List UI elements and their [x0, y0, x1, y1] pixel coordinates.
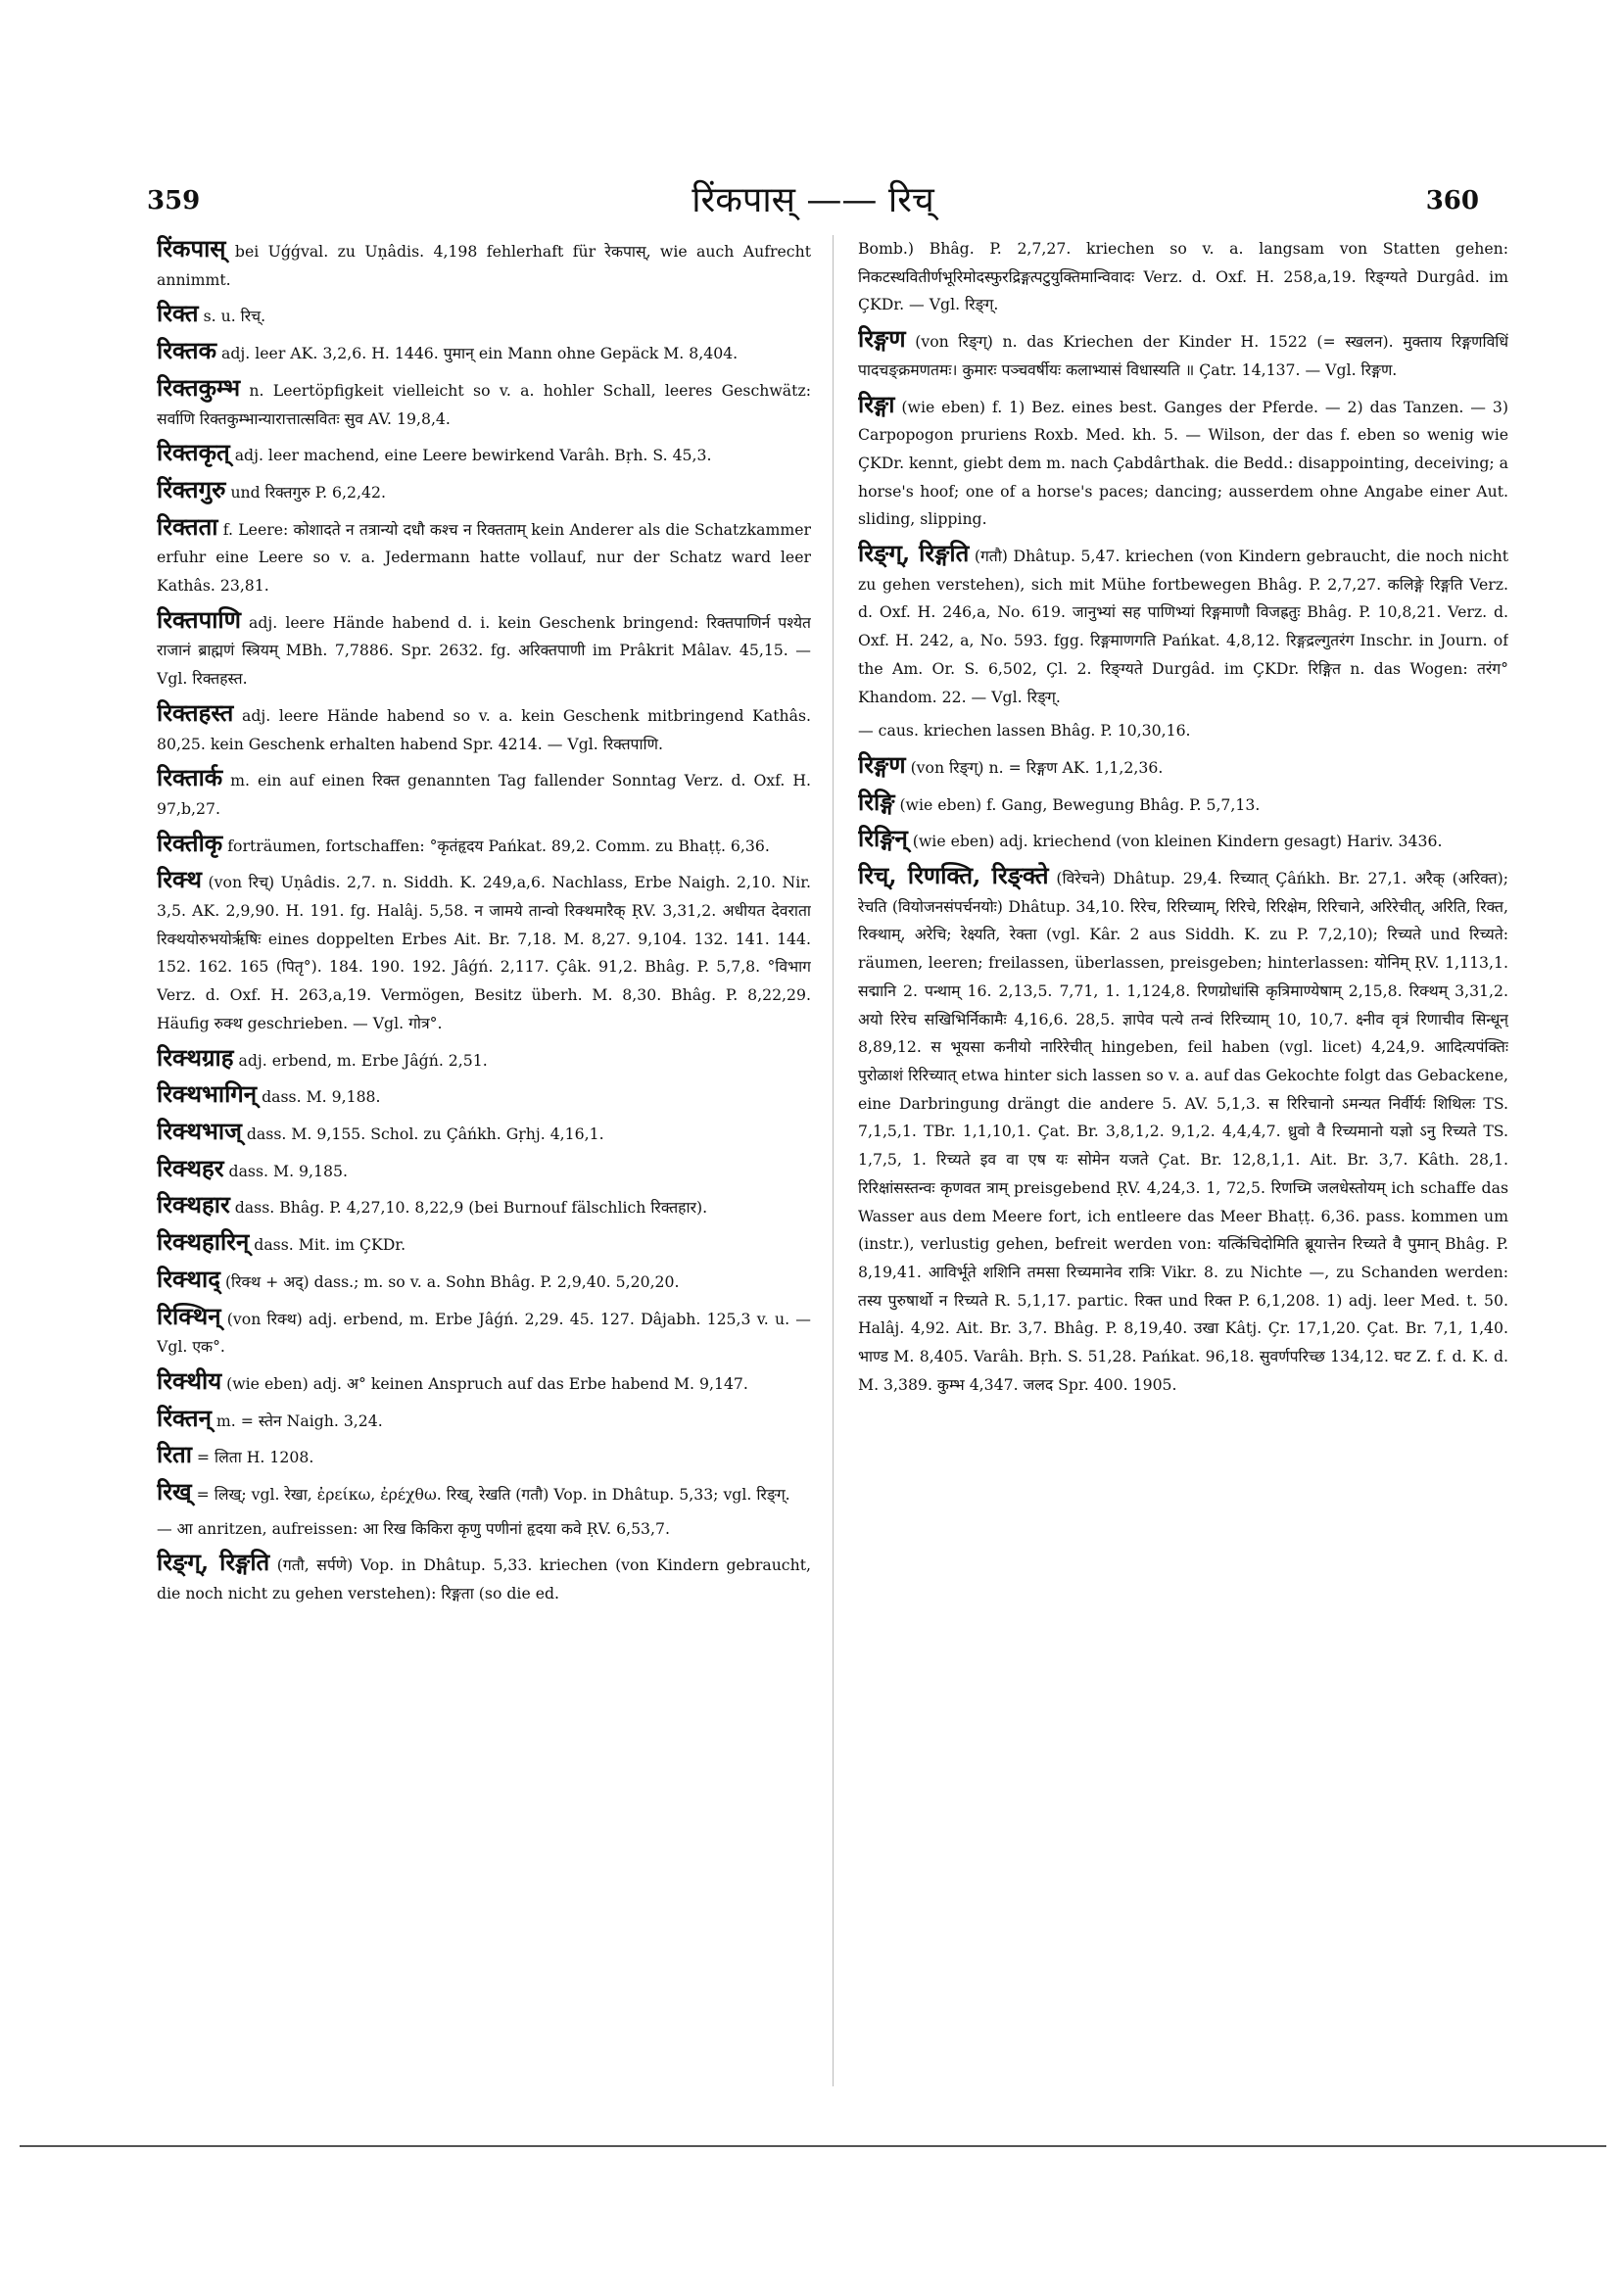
dictionary-entry	[157, 1405, 811, 1436]
dictionary-entry	[858, 789, 1508, 820]
dictionary-entry	[157, 1478, 811, 1509]
entry-headword: रिक्तकृत्	[157, 438, 230, 467]
entry-headword: रिक्थ	[157, 865, 202, 894]
right-column	[858, 235, 1508, 2086]
dictionary-entry	[157, 764, 811, 823]
entry-text: dass. Bhâg. P. 4,27,10. 8,22,9 (bei Burnouf fälschlich रिक्तहार).	[229, 1198, 708, 1218]
dictionary-entry	[858, 540, 1508, 711]
right-page-number: 360	[1425, 186, 1479, 215]
entry-text: (von रिङ्ग्) n. = रिङ्गण AK. 1,1,2,36.	[905, 757, 1164, 777]
entry-headword: रिच्, रिणक्ति, रिङ्क्ते	[858, 861, 1049, 890]
dictionary-entry	[858, 751, 1508, 783]
entry-headword: रिङ्ग्, रिङ्गति	[157, 1548, 270, 1577]
entry-text: dass. M. 9,185.	[223, 1161, 348, 1180]
page-header	[147, 174, 1479, 233]
dictionary-entry	[858, 391, 1508, 535]
entry-headword: रिक्तार्क	[157, 763, 223, 792]
entry-text: (von रिक्थ) adj. erbend, m. Erbe Jâǵń. 2,29. 45. 127. Dâjabh. 125,3 v. u. — Vgl. एक°.	[157, 1309, 811, 1357]
dictionary-entry	[157, 300, 811, 331]
entry-text: dass. Mit. im ÇKDr.	[249, 1235, 406, 1255]
dictionary-entry	[157, 1155, 811, 1186]
dictionary-entry	[157, 1191, 811, 1222]
entry-headword: रिङ्गण	[858, 324, 906, 354]
entry-text: m. ein auf einen रिक्त genannten Tag fallender Sonntag Verz. d. Oxf. H. 97,b,27.	[157, 771, 811, 818]
dictionary-entry	[157, 1441, 811, 1472]
entry-headword: रिक्तहस्त	[157, 697, 234, 727]
left-page-number: 359	[147, 186, 201, 215]
entry-headword: रिख्	[157, 1477, 192, 1507]
dictionary-entry	[157, 337, 811, 368]
entry-text: = लिख्; vgl. रेखा, ἐρείκω, ἐρέχθω. रिख्, रेखति (गतौ) Vop. in Dhâtup. 5,33; vgl. रिङ्ग्.	[191, 1485, 790, 1505]
entry-text: adj. leere Hände habend so v. a. kein Geschenk mitbringend Kathâs. 80,25. kein Geschenk erhalten habend Spr. 4214. — Vgl. रिक्तपाणि.	[157, 705, 811, 753]
entry-text: (रिक्थ + अद्) dass.; m. so v. a. Sohn Bhâg. P. 2,9,40. 5,20,20.	[219, 1271, 680, 1291]
entry-text: m. = स्तेन Naigh. 3,24.	[211, 1411, 383, 1430]
entry-headword: रिक्तपाणि	[157, 604, 241, 634]
dictionary-entry	[858, 235, 1508, 319]
entry-text: (wie eben) f. Gang, Bewegung Bhâg. P. 5,7,13.	[894, 794, 1261, 814]
dictionary-entry	[157, 235, 811, 294]
entry-headword: रिक्थभागिन्	[157, 1079, 258, 1109]
entry-headword: रिङ्गिन्	[858, 824, 908, 853]
entry-text: (wie eben) adj. kriechend (von kleinen Kindern gesagt) Hariv. 3436.	[907, 832, 1443, 851]
entry-text: adj. leer machend, eine Leere bewirkend Varâh. Bṛh. S. 45,3.	[229, 446, 712, 465]
entry-headword: रिक्तीकृ	[157, 828, 223, 857]
entry-headword: रिक्तक	[157, 336, 217, 365]
entry-headword: रिता	[157, 1440, 192, 1469]
entry-text: (wie eben) adj. अ° keinen Anspruch auf das Erbe habend M. 9,147.	[221, 1373, 748, 1393]
entry-text: adj. erbend, m. Erbe Jâǵń. 2,51.	[233, 1050, 488, 1070]
left-column	[157, 235, 811, 2086]
entry-text: (गतौ, सर्पणे) Vop. in Dhâtup. 5,33. kriechen (von Kindern gebraucht, die noch nicht zu gehen verstehen): रिङ्गता (so die ed.	[157, 1555, 811, 1603]
entry-text: (von रिङ्ग्) n. das Kriechen der Kinder H. 1522 (= स्खलन). मुक्ताय रिङ्गणविधिं पादचङ्क्रमणतमः। कुमारः पञ्चवर्षीयः कलाभ्यासं विधास्यति ॥ Çatr. 14,137. — Vgl. रिङ्गण.	[858, 332, 1508, 379]
dictionary-entry	[157, 1549, 811, 1607]
bottom-rule	[20, 2145, 1606, 2147]
entry-text: — आ anritzen, aufreissen: आ रिख किकिरा कृणु पणीनां हृदया कवे ṚV. 6,53,7.	[157, 1518, 670, 1538]
entry-text: s. u. रिच्.	[198, 307, 266, 326]
entry-headword: रिङ्गण	[858, 749, 906, 779]
entry-text: = लिता H. 1208.	[191, 1448, 314, 1467]
dictionary-entry	[157, 866, 811, 1037]
entry-headword: रिक्तता	[157, 511, 218, 541]
entry-text: und रिक्तगुरु P. 6,2,42.	[225, 482, 386, 502]
entry-text: dass. M. 9,188.	[257, 1087, 381, 1107]
dictionary-entry	[157, 1266, 811, 1297]
entry-text: Bomb.) Bhâg. P. 2,7,27. kriechen so v. a. langsam von Statten gehen: निकटस्थवितीर्णभूरिमोदस्फुरद्रिङ्गत्पटुयुक्तिमान्विवादः Verz. d. Oxf. H. 258,a,19. रिङ्ग्यते Durgâd. im ÇKDr. — Vgl. रिङ्ग्.	[858, 239, 1508, 314]
entry-text: (von रिच्) Uṇâdis. 2,7. n. Siddh. K. 249,a,6. Nachlass, Erbe Naigh. 2,10. Nir. 3,5. AK. 2,9,90. H. 191. fg. Halâj. 5,58. न जामये तान्वो रिक्थमारैक् ṚV. 3,31,2. अधीयत देवराता रिक्थयोरुभयोरृषिः eines doppelten Erbes Ait. Br. 7,18. M. 8,27. 9,104. 132. 141. 144. 152. 162. 165 (पितृ°). 184. 190. 192. Jâǵń. 2,117. Çâk. 91,2. Bhâg. P. 5,7,8. °विभाग Verz. d. Oxf. H. 263,a,19. Vermögen, Besitz überh. M. 8,30. Bhâg. P. 8,22,29. Häufig रुक्थ geschrieben. — Vgl. गोत्र°.	[157, 873, 811, 1032]
dictionary-entry	[157, 476, 811, 507]
entry-text: — caus. kriechen lassen Bhâg. P. 10,30,16.	[858, 721, 1191, 741]
column-divider	[833, 235, 834, 2086]
entry-text: n. Leertöpfigkeit vielleicht so v. a. hohler Schall, leeres Geschwätz: सर्वाणि रिक्तकुम्भान्यारात्तात्सवितः सुव AV. 19,8,4.	[157, 380, 811, 428]
entry-headword: रिक्थग्राह	[157, 1042, 234, 1072]
entry-headword: रिक्थहार	[157, 1190, 230, 1220]
entry-text: forträumen, fortschaffen: °कृतंहृदय Pańkat. 89,2. Comm. zu Bhaṭṭ. 6,36.	[222, 836, 770, 855]
dictionary-entry	[157, 606, 811, 694]
dictionary-entry	[157, 699, 811, 758]
dictionary-entry	[157, 1118, 811, 1149]
entry-headword: रिंक्तन्	[157, 1403, 212, 1432]
entry-headword: रिक्थभाज्	[157, 1116, 242, 1145]
entry-text: f. Leere: कोशादते न तत्रान्यो दधौ कश्च न रिक्तताम् kein Anderer als die Schatzkammer erfuhr eine Leere so v. a. Jedermann hatte vollauf, nur der Schatz ward leer Kathâs. 23,81.	[157, 519, 811, 596]
entry-headword: रिंकपास्	[157, 235, 226, 263]
entry-text: (विरेचने) Dhâtup. 29,4. रिच्यात् Çâńkh. Br. 27,1. अरैक् (अरिक्त); रेचति (वियोजनसंपर्चनयोः) Dhâtup. 34,10. रिरेच, रिरिच्याम्, रिरिचे, रिरिक्षेम, रिरिचाने, अरिरेचीत्, अरिति, रिक्त, रिक्थाम्, अरेचि; रेक्ष्यति, रेक्ता (vgl. Kâr. 2 aus Siddh. K. zu P. 7,2,10); रिच्यते und रिच्यते: räumen, leeren; freilassen, überlassen, preisgeben; hinterlassen: योनिम् ṚV. 1,113,1. सद्मानि 2. पन्थाम् 16. 2,13,5. 7,71, 1. 1,124,8. रिणग्रोधांसि कृत्रिमाण्येषाम् 2,15,8. रिक्थम् 3,31,2. अयो रिरेच सखिभिर्निकामैः 4,16,6. 28,5. ज्ञापेव पत्ये तन्वं रिरिच्याम् 10, 10,7. क्ष्नीव वृत्रं रिणाचीव सिन्धून् 8,89,12. स भूयसा कनीयो नारिरेचीत् hingeben, feil haben (vgl. licet) 4,24,9. आदित्यपंक्तिः पुरोळाशं रिरिच्यात् etwa hinter sich lassen so v. a. auf das Gekochte folgt das Gebackene, eine Darbringung drängt die andere 5. AV. 5,1,3. स रिरिचानो ऽमन्यत निर्वीर्यः शिथिलः TS. 7,1,5,1. TBr. 1,1,10,1. Çat. Br. 3,8,1,2. 9,1,2. 4,4,4,7. ध्रुवो वै रिच्यमानो यज्ञो ऽनु रिच्यते TS. 1,7,5, 1. रिच्यते इव वा एष यः सोमेन यजते Çat. Br. 12,8,1,1. Ait. Br. 3,7. Kâth. 28,1. रिरिक्षांसस्तन्वः कृणवत त्राम् preisgebend ṚV. 4,24,3. 1, 72,5. रिणच्मि जलधेस्तोयम् ich schaffe das Wasser aus dem Meere fort, ich entleere das Meer Bhaṭṭ. 6,36. pass. kommen um (instr.), verlustig gehen, befreit werden von: यत्किंचिदोमिति ब्रूयात्तेन रिच्यते वै पुमान् Bhâg. P. 8,19,41. आविर्भूते शशिनि तमसा रिच्यमानेव रात्रिः Vikr. 8. zu Nichte —, zu Schanden werden: तस्य पुरुषार्थो न रिच्यते R. 5,1,17. partic. रिक्त und रिक्त P. 6,1,208. 1) adj. leer Med. t. 50. Halâj. 4,92. Ait. Br. 3,7. Bhâg. P. 8,19,40. उखा Kâtj. Çr. 17,1,20. Çat. Br. 7,1, 1,40. भाण्ड M. 8,405. Varâh. Bṛh. S. 51,28. Pańkat. 96,18. सुवर्णपरिच्छ 134,12. घट Z. f. d. K. d. M. 3,389. कुम्भ 4,347. जलद Spr. 400. 1905.	[858, 869, 1508, 1394]
dictionary-entry	[157, 1080, 811, 1112]
dictionary-entry	[157, 374, 811, 433]
dictionary-entry	[858, 862, 1508, 1399]
entry-text: dass. M. 9,155. Schol. zu Çâńkh. Gṛhj. 4,16,1.	[241, 1124, 604, 1143]
entry-headword: रिक्तकुम्भ	[157, 372, 241, 402]
entry-text: (गतौ) Dhâtup. 5,47. kriechen (von Kindern gebraucht, die noch nicht zu gehen verstehen), sich mit Mühe fortbewegen Bhâg. P. 2,7,27. कलिङ्गे रिङ्गति Verz. d. Oxf. H. 246,a, No. 619. जानुभ्यां सह पाणिभ्यां रिङ्गमाणौ विजह्रतुः Bhâg. P. 10,8,21. Verz. d. Oxf. H. 242, a, No. 593. fgg. रिङ्गमाणगति Pańkat. 4,8,12. रिङ्गद्रल्गुतरंग Inschr. in Journ. of the Am. Or. S. 6,502, Çl. 2. रिङ्ग्यते Durgâd. im ÇKDr. रिङ्गित n. das Wogen: तरंग° Khandom. 22. — Vgl. रिङ्ग्.	[858, 547, 1508, 706]
dictionary-entry	[157, 513, 811, 600]
dictionary-entry	[858, 717, 1508, 745]
entry-headword: रिंक्तगुरु	[157, 474, 226, 503]
entry-headword: रिक्थीय	[157, 1365, 222, 1395]
entry-headword: रिक्थहर	[157, 1153, 224, 1182]
dictionary-entry	[858, 825, 1508, 856]
dictionary-entry	[157, 1303, 811, 1362]
entry-headword: रिङ्ग्, रिङ्गति	[858, 539, 970, 568]
entry-headword: रिक्थहारिन्	[157, 1227, 250, 1257]
dictionary-entry	[157, 1515, 811, 1544]
entry-text: adj. leer AK. 3,2,6. H. 1446. पुमान् ein Mann ohne Gepäck M. 8,404.	[216, 344, 739, 363]
entry-headword: रिक्थाद्	[157, 1264, 220, 1293]
dictionary-entry	[157, 1044, 811, 1076]
entry-headword: रिक्त	[157, 299, 199, 328]
entry-text: (wie eben) f. 1) Bez. eines best. Ganges der Pferde. — 2) das Tanzen. — 3) Carpopogon pruriens Roxb. Med. kh. 5. — Wilson, der das f. eben so wenig wie ÇKDr. kennt, giebt dem m. nach Çabdârthak. die Bedd.: disappointing, deceiving; a horse's hoof; one of a horse's paces; dancing; ausserdem ohne Angabe einer Aut. sliding, slipping.	[858, 397, 1508, 529]
dictionary-entry	[858, 325, 1508, 384]
dictionary-entry	[157, 439, 811, 470]
dictionary-entry	[157, 1228, 811, 1260]
entry-headword: रिक्थिन्	[157, 1301, 221, 1330]
dictionary-entry	[157, 830, 811, 861]
running-head: रिंकपास् —— रिच्	[692, 180, 934, 220]
entry-text: adj. leere Hände habend d. i. kein Geschenk bringend: रिक्तपाणिर्न पश्येत राजानं ब्राह्मणं स्त्रियम् MBh. 7,7886. Spr. 2632. fg. अरिक्तपाणी im Prâkrit Mâlav. 45,15. — Vgl. रिक्तहस्त.	[157, 612, 811, 689]
dictionary-entry	[157, 1367, 811, 1399]
entry-headword: रिङ्गि	[858, 787, 895, 816]
entry-text: bei Uǵǵval. zu Uṇâdis. 4,198 fehlerhaft für रेकपास्, wie auch Aufrecht annimmt.	[157, 242, 811, 289]
entry-headword: रिङ्गा	[858, 389, 895, 418]
